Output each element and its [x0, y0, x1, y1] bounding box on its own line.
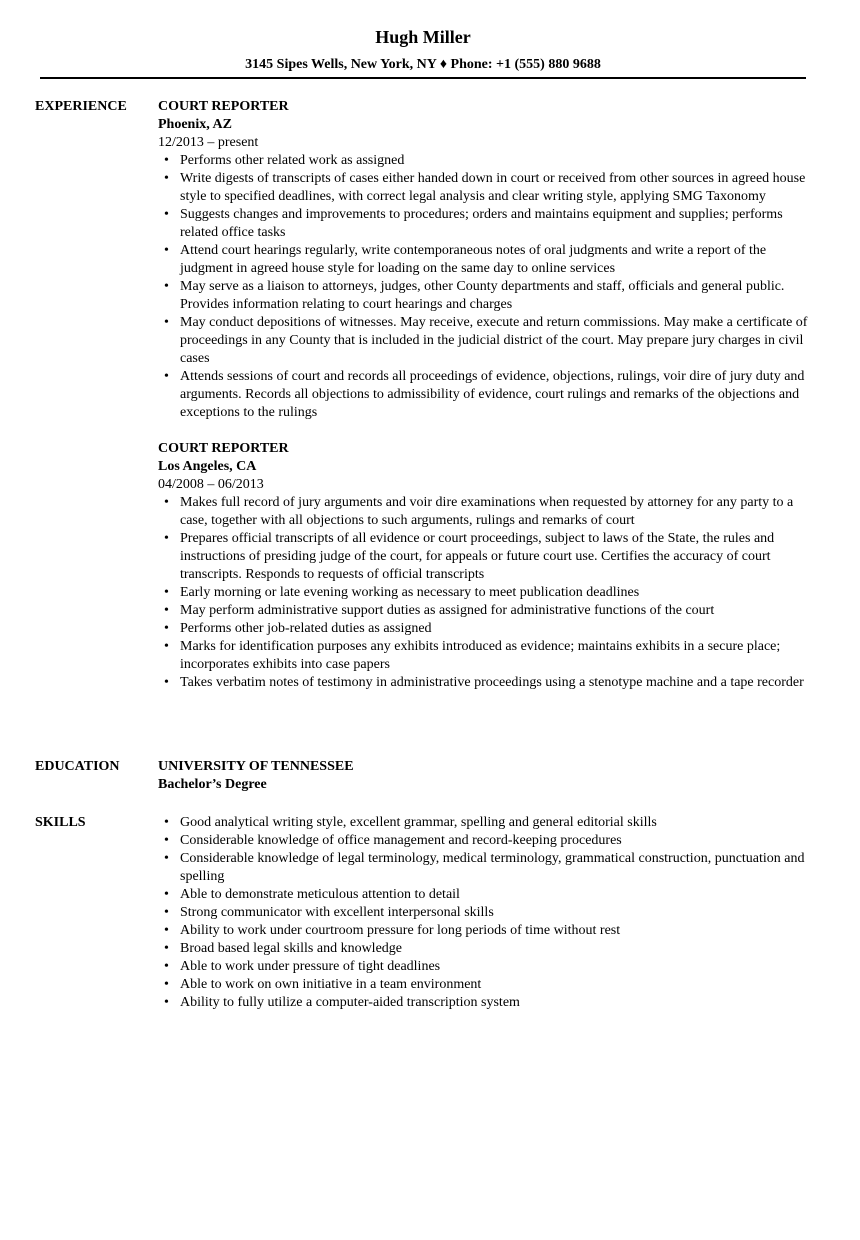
section-label-experience: EXPERIENCE [35, 99, 127, 114]
degree: Bachelor’s Degree [158, 777, 267, 792]
skills-entry [158, 814, 818, 1012]
list-item: • Considerable knowledge of office management and record-keeping procedures [158, 832, 818, 850]
list-item: • Strong communicator with excellent interpersonal skills [158, 904, 818, 922]
list-item: • Performs other job-related duties as assigned [158, 620, 818, 638]
list-item: • Broad based legal skills and knowledge [158, 940, 818, 958]
list-item: • Makes full record of jury arguments and voir dire examinations when requested by attorney for any party to a case, together with all objections to such arguments, rulings and remarks of court [158, 494, 818, 530]
job-dates: 12/2013 – present [158, 135, 259, 150]
list-item: • Good analytical writing style, excellent grammar, spelling and general editorial skills [158, 814, 818, 832]
list-item: • Ability to fully utilize a computer-aided transcription system [158, 994, 818, 1012]
resume-header [0, 26, 846, 74]
list-item: • May perform administrative support duties as assigned for administrative functions of the court [158, 602, 818, 620]
candidate-name: Hugh Miller [375, 27, 471, 47]
section-label-education: EDUCATION [35, 759, 120, 774]
job-location: Phoenix, AZ [158, 117, 232, 132]
list-item: • Attend court hearings regularly, write contemporaneous notes of oral judgments and write a report of the judgment in agreed house style for loading on the same day to online services [158, 242, 818, 278]
job-bullets [158, 494, 818, 692]
job-location: Los Angeles, CA [158, 459, 257, 474]
skills-list [158, 814, 818, 1012]
list-item: • Ability to work under courtroom pressure for long periods of time without rest [158, 922, 818, 940]
list-item: • Performs other related work as assigned [158, 152, 818, 170]
job-bullets [158, 152, 818, 422]
job-dates: 04/2008 – 06/2013 [158, 477, 264, 492]
list-item: • Considerable knowledge of legal terminology, medical terminology, grammatical construction, punctuation and spelling [158, 850, 818, 886]
list-item: • Able to demonstrate meticulous attention to detail [158, 886, 818, 904]
section-label-skills: SKILLS [35, 815, 86, 830]
school-name: UNIVERSITY OF TENNESSEE [158, 759, 354, 774]
list-item: • Attends sessions of court and records all proceedings of evidence, objections, rulings, voir dire of jury duty and arguments. Records all objections to admissibility of evidence, court rulings and remarks of the objections and exceptions to the rulings [158, 368, 818, 422]
job-entry [158, 98, 818, 422]
list-item: • Able to work on own initiative in a team environment [158, 976, 818, 994]
job-title: COURT REPORTER [158, 441, 289, 456]
list-item: • Early morning or late evening working as necessary to meet publication deadlines [158, 584, 818, 602]
header-divider [40, 77, 806, 79]
list-item: • Takes verbatim notes of testimony in administrative proceedings using a stenotype machine and a tape recorder [158, 674, 818, 692]
list-item: • Write digests of transcripts of cases either handed down in court or received from other sources in agreed house style to specified deadlines, with correct legal analysis and clear writing style, applying SMG Taxonomy [158, 170, 818, 206]
experience-list [158, 98, 818, 710]
education-entry [158, 758, 818, 794]
contact-line: 3145 Sipes Wells, New York, NY ♦ Phone: +1 (555) 880 9688 [245, 57, 601, 72]
list-item: • May serve as a liaison to attorneys, judges, other County departments and staff, officials and general public. Provides information relating to court hearings and charges [158, 278, 818, 314]
list-item: • Prepares official transcripts of all evidence or court proceedings, subject to laws of the State, the rules and instructions of presiding judge of the court, for appeals or future court use. Certifies the accuracy of court transcripts. Responds to requests of official transcripts [158, 530, 818, 584]
list-item: • Marks for identification purposes any exhibits introduced as evidence; maintains exhibits in a secure place; incorporates exhibits into case papers [158, 638, 818, 674]
list-item: • May conduct depositions of witnesses. May receive, execute and return commissions. May make a certificate of proceedings in any County that is included in the judicial district of the court. May prepare jury charges in civil cases [158, 314, 818, 368]
list-item: • Suggests changes and improvements to procedures; orders and maintains equipment and supplies; performs related office tasks [158, 206, 818, 242]
job-title: COURT REPORTER [158, 99, 289, 114]
list-item: • Able to work under pressure of tight deadlines [158, 958, 818, 976]
job-entry [158, 440, 818, 692]
